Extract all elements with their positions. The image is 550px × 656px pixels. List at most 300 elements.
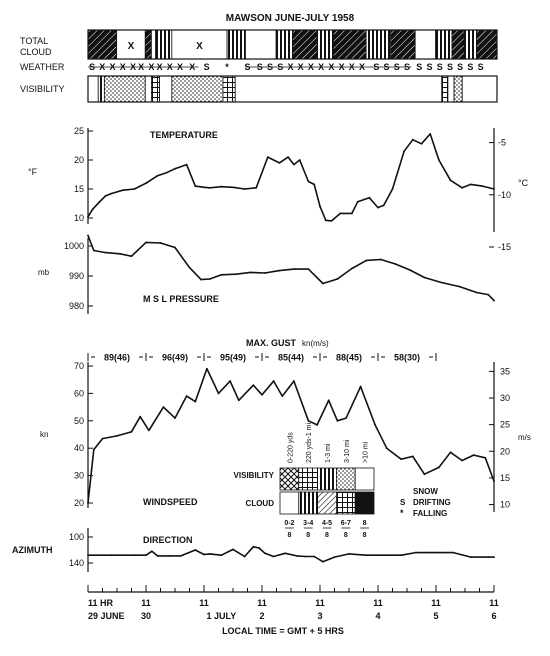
cloud-strip-segment	[391, 30, 416, 59]
direction-line	[88, 547, 494, 562]
temperature-ylabel-right: °C	[518, 178, 529, 188]
weather-strip-symbol: X	[109, 62, 116, 72]
direction-line-point	[180, 555, 182, 557]
windspeed-y-tick-label: 40	[73, 443, 84, 454]
weather-strip-symbol: X	[359, 62, 366, 72]
legend-cloud-column-numerator: 0-2	[284, 520, 295, 527]
windspeed-line-point	[493, 480, 495, 482]
windspeed-line-point	[438, 466, 440, 468]
windspeed-y2-tick-label: 20	[500, 446, 511, 457]
top-strips	[88, 30, 497, 102]
windspeed-y-tick-label: 30	[73, 470, 84, 481]
pressure-line-point	[87, 235, 89, 237]
weather-strip-symbol: *	[225, 62, 229, 72]
legend-cloud-swatch	[299, 492, 318, 514]
direction-line-point	[203, 554, 205, 556]
temperature-line-point	[421, 143, 423, 145]
windspeed-line-point	[148, 429, 150, 431]
label-weather: WEATHER	[20, 62, 65, 72]
snow-drifting-label: DRIFTING	[413, 498, 451, 507]
snow-falling-symbol: *	[400, 508, 404, 518]
weather-strip-symbol: X	[338, 62, 345, 72]
pressure-y-tick-label: 990	[68, 271, 84, 281]
temperature-line-point	[339, 212, 341, 214]
windspeed-line-point	[93, 449, 95, 451]
temperature-line-point	[429, 133, 431, 135]
figure-title: MAWSON JUNE-JULY 1958	[225, 13, 355, 24]
legend-cloud-swatch	[318, 492, 337, 514]
direction-line-point	[110, 554, 112, 556]
temperature-line-point	[255, 187, 257, 189]
pressure-line-point	[322, 283, 324, 285]
legend-visibility-swatch	[318, 468, 337, 490]
windspeed-line-point	[261, 394, 263, 396]
time-axis-hour-label: 11	[257, 598, 267, 608]
windspeed-line-point	[174, 417, 176, 419]
legend-cloud-swatch	[355, 492, 374, 514]
weather-strip-symbol: S	[266, 62, 274, 72]
legend-cloud-column-denominator: 8	[325, 532, 329, 539]
cloud-strip-segment	[88, 30, 117, 59]
temperature-line-point	[244, 188, 246, 190]
direction-line-point	[438, 552, 440, 554]
cloud-strip-segment	[151, 30, 155, 59]
windspeed-y-tick-label: 60	[73, 388, 84, 399]
temperature-line-point	[174, 168, 176, 170]
snow-drifting-symbol: S	[400, 498, 406, 507]
visibility-strip-segment	[98, 76, 104, 102]
windspeed-line-point	[281, 395, 283, 397]
temperature-line-point	[267, 156, 269, 158]
temperature-title: TEMPERATURE	[150, 130, 218, 140]
weather-strip-symbol: S	[256, 62, 263, 72]
temperature-line-point	[221, 186, 223, 188]
visibility-strip-segment	[145, 76, 151, 102]
legend-cloud-column-denominator: 8	[343, 532, 348, 539]
direction-panel	[12, 528, 495, 572]
legend-cloud-column-denominator: 8	[362, 532, 367, 539]
pressure-line-point	[200, 279, 202, 281]
windspeed-line-point	[345, 417, 347, 419]
pressure-line-point	[493, 300, 495, 302]
weather-strip-symbol: S	[477, 62, 484, 72]
label-total: TOTAL	[20, 36, 49, 46]
temperature-y2-tick-label: -15	[498, 242, 512, 252]
weather-strip-symbol: X	[99, 62, 106, 72]
time-axis-title: LOCAL TIME = GMT + 5 HRS	[222, 626, 344, 636]
temperature-line-point	[351, 212, 353, 214]
direction-line-point	[134, 554, 136, 556]
windspeed-line-point	[484, 457, 486, 459]
windspeed-line-point	[328, 399, 330, 401]
direction-line-point	[151, 550, 153, 552]
windspeed-y2-tick-label: 30	[500, 393, 511, 404]
windspeed-line-point	[316, 424, 318, 426]
temperature-line-point	[357, 201, 359, 203]
temperature-y2-tick-label: -10	[498, 189, 512, 200]
weather-strip-symbol: X	[138, 62, 145, 72]
time-axis-hour-label: 11	[489, 598, 499, 608]
gust-value-label: 95(49)	[219, 352, 247, 363]
legend-visibility-column-label: 3-10 mi	[343, 439, 351, 463]
weather-strip-symbol: S	[393, 62, 400, 72]
windspeed-line-point	[238, 399, 240, 401]
legend-visibility-column-label: 220 yds-1 mi	[306, 422, 314, 463]
direction-line-point	[415, 552, 417, 554]
windspeed-line-point	[293, 380, 295, 382]
direction-line-point	[400, 554, 402, 556]
time-axis-hour-label: 11	[141, 598, 151, 608]
temperature-line-point	[299, 159, 301, 161]
pressure-line-point	[93, 250, 95, 252]
windspeed-line-point	[450, 451, 452, 453]
legend-cloud-swatch	[280, 492, 299, 514]
temperature-line-point	[450, 179, 452, 181]
windspeed-y2-tick-label: 35	[500, 366, 511, 377]
windspeed-line-point	[102, 438, 104, 440]
windspeed-line-point	[252, 384, 254, 386]
direction-line-point	[244, 556, 246, 558]
pressure-line-point	[221, 274, 223, 276]
weather-strip-symbol: X	[119, 62, 126, 72]
temperature-line-point	[186, 164, 188, 166]
legend-visibility-label: VISIBILITY	[233, 471, 274, 480]
visibility-strip-segment	[462, 76, 497, 102]
weather-strip-symbol: X	[318, 62, 325, 72]
visibility-strip-segment	[88, 76, 98, 102]
pressure-line-point	[189, 267, 191, 269]
temperature-line-point	[377, 207, 379, 209]
snow-falling-label: FALLING	[413, 509, 448, 518]
temperature-line-point	[308, 181, 310, 183]
weather-strip-symbol: S	[467, 62, 474, 72]
temperature-line-point	[412, 139, 414, 141]
weather-strip-symbol: S	[203, 62, 210, 72]
legend-visibility-column-label: >10 mi	[362, 441, 370, 463]
legend-cloud-column-denominator: 8	[306, 532, 311, 539]
direction-line-point	[221, 554, 223, 556]
windspeed-ylabel-right: m/s	[518, 433, 531, 442]
weather-strip-symbol: S	[244, 62, 251, 72]
temperature-line-point	[403, 150, 405, 152]
pressure-line-point	[264, 272, 266, 274]
cloud-strip-x-mark: X	[127, 41, 135, 52]
cloud-strip-segment	[366, 30, 391, 59]
windspeed-line-point	[194, 401, 196, 403]
weather-strip-symbol: X	[287, 62, 294, 72]
direction-line-point	[209, 553, 211, 555]
direction-line-point	[366, 554, 368, 556]
time-axis-date-label: 4	[375, 611, 381, 621]
legend-visibility-column-label: 1-3 mi	[325, 443, 332, 463]
temperature-line-point	[99, 201, 101, 203]
pressure-line-point	[131, 255, 133, 257]
temperature-line-point	[392, 188, 394, 190]
pressure-line-point	[409, 269, 411, 271]
cloud-strip-segment	[317, 30, 333, 59]
legend-cloud-column-numerator: 3-4	[303, 520, 314, 527]
windspeed-line-point	[308, 420, 310, 422]
direction-line-point	[296, 555, 298, 557]
time-axis-date-label: 6	[491, 611, 497, 621]
time-axis-date-label: 2	[259, 611, 265, 621]
visibility-strip-segment	[172, 76, 223, 102]
windspeed-line-point	[116, 435, 118, 437]
weather-strip-symbol: X	[177, 62, 184, 72]
time-axis-date-label: 30	[140, 611, 152, 621]
temperature-line-point	[110, 193, 112, 195]
temperature-line-point	[383, 204, 385, 206]
windspeed-line-point	[163, 406, 165, 408]
gust-unit: kn(m/s)	[302, 339, 329, 348]
windspeed-line-point	[139, 416, 141, 418]
windspeed-y-tick-label: 70	[73, 361, 84, 371]
time-axis-date-label: 29 JUNE	[88, 611, 125, 621]
label-cloud: CLOUD	[20, 47, 52, 57]
windspeed-y2-tick-label: 25	[500, 419, 511, 430]
direction-line-point	[313, 556, 315, 558]
pressure-line-point	[458, 286, 460, 288]
legend-cloud-column-denominator: 8	[287, 532, 292, 539]
temperature-line-point	[319, 206, 321, 208]
pressure-line-point	[351, 268, 353, 270]
weather-strip-symbol: S	[383, 62, 390, 72]
gust-title: MAX. GUST	[245, 338, 296, 348]
weather-strip-symbol: S	[89, 62, 96, 72]
pressure-line-point	[105, 252, 107, 254]
direction-line-point	[232, 548, 234, 550]
pressure-y-tick-label: 980	[68, 301, 84, 311]
direction-line-point	[264, 552, 266, 554]
visibility-strip-segment	[454, 76, 462, 102]
gust-value-label: 89(46)	[103, 352, 131, 363]
legend-cloud-column-numerator: 4-5	[321, 520, 333, 527]
direction-line-point	[157, 555, 159, 557]
temperature-line-point	[470, 183, 472, 185]
visibility-strip-segment	[160, 76, 172, 102]
temperature-line-point	[92, 208, 94, 210]
legend-cloud-label: CLOUD	[245, 499, 274, 508]
cloud-strip-segment	[464, 30, 476, 59]
temperature-line-point	[203, 186, 205, 188]
windspeed-line-point	[206, 368, 208, 370]
temperature-line-point	[331, 220, 333, 222]
weather-strip-symbol: S	[277, 62, 284, 72]
direction-line-point	[87, 554, 89, 556]
direction-line-point	[493, 556, 495, 558]
temperature-y2-tick-label: -5	[498, 137, 507, 148]
temperature-line-point	[209, 187, 211, 189]
pressure-line-point	[380, 259, 382, 261]
windspeed-line-point	[412, 456, 414, 458]
direction-line-point	[470, 556, 472, 558]
weather-strip-symbol: X	[307, 62, 314, 72]
temperature-line-point	[157, 175, 159, 177]
direction-line-point	[273, 556, 275, 558]
direction-y-tick-label: 140	[68, 558, 84, 568]
cloud-strip-segment	[227, 30, 245, 59]
legend-visibility-swatch	[336, 468, 355, 490]
direction-line-point	[194, 549, 196, 551]
weather-strip-symbol: X	[297, 62, 304, 72]
pressure-line	[88, 236, 494, 301]
windspeed-line-point	[186, 395, 188, 397]
direction-line-point	[145, 554, 147, 556]
pressure-ylabel: mb	[38, 268, 50, 277]
visibility-strip-segment	[104, 76, 145, 102]
pressure-line-point	[279, 270, 281, 272]
label-visibility: VISIBILITY	[20, 84, 65, 94]
cloud-strip-segment	[452, 30, 464, 59]
weather-strip-symbol: X	[328, 62, 335, 72]
pressure-line-point	[145, 242, 147, 244]
direction-line-point	[284, 552, 286, 554]
temperature-line-point	[145, 182, 147, 184]
windspeed-y2-tick-label: 15	[500, 472, 511, 483]
weather-strip-symbol: S	[404, 62, 411, 72]
temperature-y-tick-label: 25	[73, 126, 84, 136]
gust-value-label: 85(44)	[277, 352, 305, 363]
visibility-cloud-legend	[234, 422, 374, 539]
pressure-line-point	[160, 242, 162, 244]
legend-visibility-swatch	[280, 468, 299, 490]
weather-strip-symbol: X	[148, 62, 155, 72]
temperature-line-point	[232, 186, 234, 188]
time-axis-date-label: 1 JULY	[206, 611, 237, 621]
temperature-panel	[28, 126, 529, 252]
weather-strip-symbol: S	[373, 62, 380, 72]
direction-line-point	[258, 547, 260, 549]
pressure-line-point	[293, 268, 295, 270]
cloud-strip-x-mark: X	[196, 41, 203, 52]
legend-cloud-swatch	[336, 492, 355, 514]
windspeed-line-point	[131, 431, 133, 433]
direction-line-point	[487, 556, 489, 558]
temperature-line-point	[461, 187, 463, 189]
cloud-strip-segment	[436, 30, 452, 59]
temperature-line-point	[279, 162, 281, 164]
pressure-line-point	[250, 272, 252, 274]
weather-strip-symbol: X	[129, 62, 136, 72]
pressure-y-tick-label: 1000	[63, 241, 84, 251]
windspeed-line-point	[400, 458, 402, 460]
gust-value-label: 88(45)	[335, 352, 363, 363]
windspeed-y-tick-label: 50	[73, 415, 84, 426]
weather-strip-symbol: X	[348, 62, 355, 72]
time-axis-hour-label: 11	[199, 598, 209, 608]
pressure-title: M S L PRESSURE	[143, 294, 219, 304]
temperature-ylabel-left: °F	[28, 167, 38, 177]
pressure-line-point	[366, 260, 368, 262]
temperature-line-point	[438, 159, 440, 161]
direction-line-point	[453, 552, 455, 554]
windspeed-y2-tick-label: 10	[500, 499, 511, 510]
windspeed-title: WINDSPEED	[143, 497, 198, 507]
direction-title: DIRECTION	[143, 535, 193, 545]
pressure-line-point	[209, 278, 211, 280]
visibility-strip-segment	[151, 76, 159, 102]
direction-line-point	[322, 561, 324, 563]
weather-strip-symbol: S	[446, 62, 453, 72]
direction-line-point	[305, 556, 307, 558]
temperature-line-point	[287, 156, 289, 158]
gust-value-label: 58(30)	[393, 352, 421, 363]
legend-visibility-swatch	[355, 468, 374, 490]
pressure-line-point	[235, 273, 237, 275]
time-axis	[88, 585, 499, 636]
windspeed-line-point	[473, 454, 475, 456]
cloud-strip-segment	[333, 30, 366, 59]
temperature-line	[88, 134, 494, 221]
time-axis-hour-label: 11	[373, 598, 383, 608]
visibility-strip-segment	[448, 76, 454, 102]
direction-line-point	[383, 554, 385, 556]
temperature-line-point	[325, 219, 327, 221]
direction-y-tick-label: 100	[68, 532, 84, 542]
pressure-line-point	[395, 263, 397, 265]
max-gust-panel	[88, 338, 436, 363]
pressure-line-point	[337, 278, 339, 280]
temperature-y-tick-label: 20	[73, 155, 84, 165]
time-axis-hour-label: 11	[315, 598, 325, 608]
temperature-line-point	[293, 164, 295, 166]
temperature-line-point	[368, 197, 370, 199]
pressure-panel	[38, 235, 495, 314]
pressure-line-point	[174, 247, 176, 249]
pressure-line-point	[308, 268, 310, 270]
weather-strip-symbol: S	[426, 62, 433, 72]
weather-strip-symbol: X	[156, 62, 163, 72]
weather-strip-symbol: S	[416, 62, 423, 72]
temperature-y-tick-label: 10	[73, 213, 84, 223]
time-axis-hour-label: 11 HR	[88, 598, 114, 608]
windspeed-line-point	[218, 393, 220, 395]
weather-strip-symbol: X	[166, 62, 173, 72]
windspeed-line-point	[273, 380, 275, 382]
direction-line-point	[168, 555, 170, 557]
visibility-strip-segment	[442, 76, 448, 102]
pressure-line-point	[487, 294, 489, 296]
temperature-line-point	[134, 188, 136, 190]
pressure-line-point	[476, 292, 478, 294]
legend-cloud-column-numerator: 6-7	[340, 520, 351, 527]
cloud-strip-segment	[415, 30, 435, 59]
weather-strip-symbol: S	[457, 62, 464, 72]
temperature-line-point	[165, 172, 167, 174]
temperature-y-tick-label: 15	[73, 184, 84, 194]
windspeed-line-point	[461, 460, 463, 462]
time-axis-hour-label: 11	[431, 598, 441, 608]
windspeed-line-point	[386, 447, 388, 449]
temperature-line-point	[482, 185, 484, 187]
cloud-strip-segment	[293, 30, 318, 59]
temperature-line-point	[493, 188, 495, 190]
windspeed-line-point	[424, 473, 426, 475]
visibility-strip-segment	[223, 76, 235, 102]
pressure-line-point	[119, 253, 121, 255]
direction-line-point	[348, 553, 350, 555]
windspeed-ylabel-left: kn	[40, 430, 49, 439]
direction-line-point	[334, 556, 336, 558]
snow-legend	[400, 487, 451, 518]
temperature-line-point	[194, 185, 196, 187]
windspeed-line-point	[374, 424, 376, 426]
windspeed-y-tick-label: 20	[73, 498, 84, 508]
direction-line-point	[252, 546, 254, 548]
weather-strip-symbol: X	[189, 62, 196, 72]
windspeed-line-point	[229, 380, 231, 382]
azimuth-label: AZIMUTH	[12, 545, 53, 555]
